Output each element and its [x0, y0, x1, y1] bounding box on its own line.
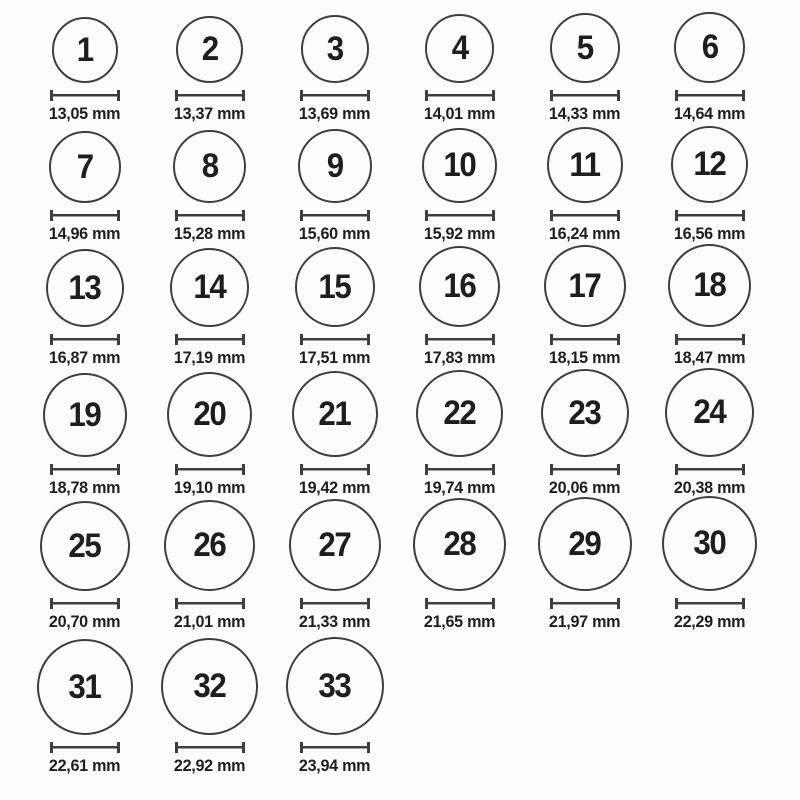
- diameter-label: 16,56 mm: [673, 223, 746, 243]
- ring-size-cell: [272, 248, 397, 372]
- diameter-measure-line: [50, 210, 120, 221]
- ring-size-number: 1: [76, 30, 93, 69]
- ring-circle: [173, 130, 246, 203]
- ring-size-cell: [522, 128, 647, 248]
- chart-row: [22, 128, 800, 248]
- ring-circle: [668, 244, 751, 327]
- ring-circle: [301, 15, 369, 83]
- diameter-label: 19,74 mm: [423, 477, 496, 497]
- ring-circle: [52, 17, 118, 83]
- ring-size-cell: [22, 636, 147, 780]
- diameter-measure-line: [300, 464, 370, 475]
- diameter-measure-line: [175, 90, 245, 101]
- diameter-measure-line: [550, 210, 620, 221]
- ring-circle: [416, 370, 503, 457]
- diameter-label: 22,61 mm: [48, 755, 121, 775]
- ring-size-number: 14: [193, 268, 226, 307]
- ring-size-cell: [522, 0, 647, 128]
- ring-size-number: 30: [693, 524, 726, 563]
- diameter-label: 14,96 mm: [48, 223, 121, 243]
- ring-size-number: 23: [568, 393, 601, 432]
- ring-size-number: 11: [569, 145, 600, 184]
- diameter-label: 21,33 mm: [298, 611, 371, 631]
- diameter-label: 16,87 mm: [48, 347, 121, 367]
- diameter-label: 13,37 mm: [173, 103, 246, 123]
- diameter-label: 19,42 mm: [298, 477, 371, 497]
- ring-circle: [164, 500, 255, 591]
- ring-size-number: 9: [326, 146, 343, 185]
- diameter-measure-line: [550, 334, 620, 345]
- ring-size-cell: [22, 502, 147, 636]
- ring-size-number: 17: [568, 266, 601, 305]
- ring-size-number: 31: [68, 667, 101, 706]
- ring-size-cell: [397, 248, 522, 372]
- diameter-measure-line: [425, 598, 495, 609]
- ring-circle: [46, 249, 124, 327]
- ring-size-number: 16: [443, 267, 476, 306]
- ring-size-number: 2: [201, 30, 218, 69]
- ring-size-number: 27: [318, 525, 351, 564]
- ring-circle: [167, 372, 252, 457]
- ring-size-cell: [272, 372, 397, 502]
- ring-size-cell: [147, 636, 272, 780]
- ring-size-cell: [397, 372, 522, 502]
- diameter-measure-line: [300, 598, 370, 609]
- ring-size-cell: [147, 372, 272, 502]
- ring-size-cell: [272, 502, 397, 636]
- ring-size-number: 6: [701, 28, 718, 67]
- ring-size-number: 5: [576, 28, 593, 67]
- diameter-measure-line: [50, 334, 120, 345]
- diameter-label: 14,64 mm: [673, 103, 746, 123]
- chart-row: [22, 0, 800, 128]
- diameter-measure-line: [300, 334, 370, 345]
- ring-circle: [547, 127, 623, 203]
- diameter-label: 22,29 mm: [673, 611, 746, 631]
- ring-circle: [419, 246, 500, 327]
- ring-circle: [665, 368, 754, 457]
- diameter-measure-line: [675, 90, 745, 101]
- ring-size-cell: [397, 0, 522, 128]
- diameter-measure-line: [550, 90, 620, 101]
- chart-row: [22, 636, 800, 780]
- diameter-measure-line: [175, 742, 245, 753]
- ring-size-cell: [647, 248, 772, 372]
- ring-circle: [425, 14, 494, 83]
- ring-circle: [176, 16, 243, 83]
- ring-size-number: 24: [693, 393, 726, 432]
- diameter-label: 18,47 mm: [673, 347, 746, 367]
- ring-circle: [43, 373, 127, 457]
- ring-size-cell: [647, 128, 772, 248]
- ring-size-cell: [647, 372, 772, 502]
- diameter-label: 20,06 mm: [548, 477, 621, 497]
- ring-size-cell: [22, 248, 147, 372]
- diameter-label: 23,94 mm: [298, 755, 371, 775]
- chart-row: [22, 372, 800, 502]
- ring-size-cell: [147, 0, 272, 128]
- ring-size-cell: [147, 248, 272, 372]
- diameter-measure-line: [675, 464, 745, 475]
- diameter-label: 16,24 mm: [548, 223, 621, 243]
- ring-circle: [541, 369, 629, 457]
- ring-size-number: 29: [568, 524, 601, 563]
- ring-circle: [298, 129, 372, 203]
- ring-circle: [170, 248, 249, 327]
- diameter-label: 15,92 mm: [423, 223, 496, 243]
- ring-size-number: 3: [326, 29, 343, 68]
- ring-circle: [37, 639, 133, 735]
- diameter-measure-line: [550, 598, 620, 609]
- ring-circle: [289, 499, 381, 591]
- diameter-label: 14,33 mm: [548, 103, 621, 123]
- diameter-measure-line: [50, 90, 120, 101]
- diameter-measure-line: [300, 90, 370, 101]
- ring-size-cell: [397, 502, 522, 636]
- diameter-label: 19,10 mm: [173, 477, 246, 497]
- ring-size-cell: [272, 0, 397, 128]
- diameter-measure-line: [300, 210, 370, 221]
- ring-circle: [413, 498, 506, 591]
- diameter-measure-line: [550, 464, 620, 475]
- ring-size-number: 25: [68, 526, 101, 565]
- diameter-label: 20,38 mm: [673, 477, 746, 497]
- diameter-measure-line: [425, 90, 495, 101]
- diameter-measure-line: [50, 464, 120, 475]
- ring-size-number: 7: [76, 147, 93, 186]
- ring-size-cell: [647, 502, 772, 636]
- diameter-label: 20,70 mm: [48, 611, 121, 631]
- diameter-label: 21,97 mm: [548, 611, 621, 631]
- ring-circle: [538, 497, 632, 591]
- ring-size-number: 21: [318, 394, 351, 433]
- ring-size-number: 12: [693, 145, 726, 184]
- diameter-measure-line: [675, 210, 745, 221]
- ring-size-cell: [647, 0, 772, 128]
- diameter-label: 17,19 mm: [173, 347, 246, 367]
- ring-size-cell: [522, 502, 647, 636]
- diameter-measure-line: [675, 334, 745, 345]
- ring-size-cell: [22, 372, 147, 502]
- ring-circle: [662, 496, 757, 591]
- diameter-label: 13,69 mm: [298, 103, 371, 123]
- ring-circle: [422, 128, 497, 203]
- ring-size-number: 32: [193, 667, 226, 706]
- ring-size-number: 13: [68, 268, 101, 307]
- ring-size-number: 26: [193, 526, 226, 565]
- ring-circle: [161, 638, 258, 735]
- diameter-label: 17,83 mm: [423, 347, 496, 367]
- diameter-measure-line: [175, 210, 245, 221]
- ring-size-cell: [272, 636, 397, 780]
- ring-circle: [40, 501, 130, 591]
- ring-circle: [674, 12, 745, 83]
- diameter-label: 21,65 mm: [423, 611, 496, 631]
- ring-size-cell: [522, 248, 647, 372]
- diameter-measure-line: [175, 334, 245, 345]
- diameter-measure-line: [175, 464, 245, 475]
- diameter-label: 14,01 mm: [423, 103, 496, 123]
- ring-size-number: 19: [68, 395, 101, 434]
- ring-size-cell: [397, 128, 522, 248]
- diameter-measure-line: [425, 464, 495, 475]
- ring-size-cell: [147, 128, 272, 248]
- ring-size-number: 18: [693, 266, 726, 305]
- ring-size-number: 8: [201, 147, 218, 186]
- diameter-label: 13,05 mm: [48, 103, 121, 123]
- chart-row: [22, 502, 800, 636]
- ring-size-number: 33: [318, 666, 351, 705]
- ring-size-cell: [147, 502, 272, 636]
- ring-size-cell: [22, 128, 147, 248]
- ring-size-number: 10: [443, 146, 476, 185]
- diameter-measure-line: [300, 742, 370, 753]
- ring-circle: [49, 131, 121, 203]
- diameter-measure-line: [425, 334, 495, 345]
- ring-size-cell: [272, 128, 397, 248]
- ring-circle: [286, 637, 384, 735]
- ring-size-cell: [522, 372, 647, 502]
- ring-circle: [295, 247, 375, 327]
- ring-circle: [671, 126, 748, 203]
- diameter-label: 18,15 mm: [548, 347, 621, 367]
- diameter-label: 17,51 mm: [298, 347, 371, 367]
- diameter-measure-line: [425, 210, 495, 221]
- ring-size-cell: [22, 0, 147, 128]
- ring-size-number: 15: [318, 267, 351, 306]
- diameter-label: 22,92 mm: [173, 755, 246, 775]
- diameter-measure-line: [50, 598, 120, 609]
- ring-size-number: 28: [443, 525, 476, 564]
- ring-size-number: 4: [451, 29, 468, 68]
- diameter-label: 18,78 mm: [48, 477, 121, 497]
- diameter-measure-line: [50, 742, 120, 753]
- ring-circle: [544, 245, 626, 327]
- diameter-label: 21,01 mm: [173, 611, 246, 631]
- ring-size-number: 20: [193, 395, 226, 434]
- ring-circle: [550, 13, 620, 83]
- diameter-measure-line: [675, 598, 745, 609]
- diameter-measure-line: [175, 598, 245, 609]
- chart-row: [22, 248, 800, 372]
- diameter-label: 15,28 mm: [173, 223, 246, 243]
- ring-circle: [292, 371, 378, 457]
- ring-size-number: 22: [443, 394, 476, 433]
- diameter-label: 15,60 mm: [298, 223, 371, 243]
